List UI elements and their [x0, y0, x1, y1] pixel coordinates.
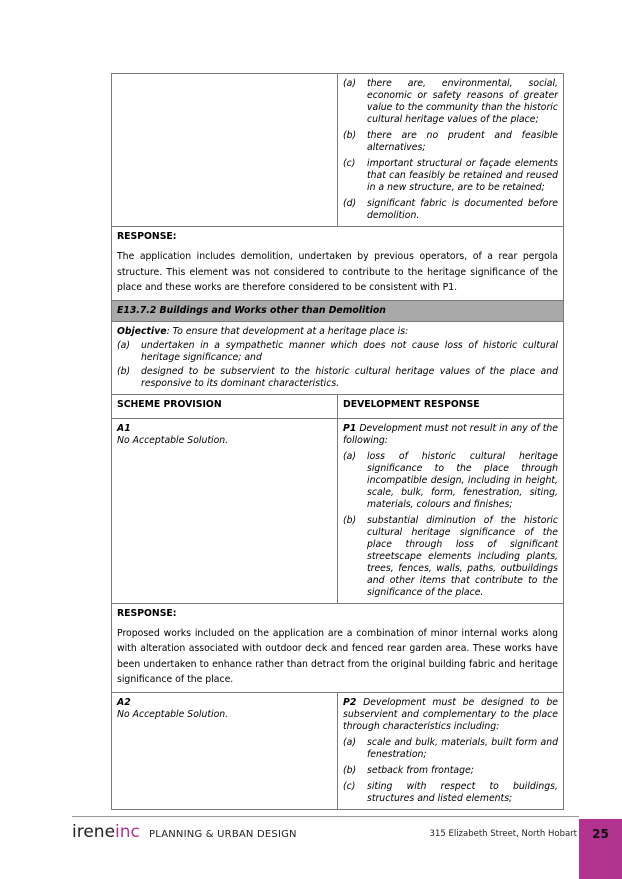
- response-cell: [112, 227, 564, 301]
- acceptable-solution-code: A1: [117, 422, 131, 434]
- list-item: (a) loss of historic cultural heritage significance to the place through incompatible design, including in height, scale, bulk, form, fenestration, siting, materials, colours and finishes;: [343, 450, 558, 510]
- acceptable-solution-code: A2: [117, 696, 131, 708]
- list-item: (d) significant fabric is documented before demolition.: [343, 198, 558, 221]
- response-title: RESPONSE:: [117, 231, 177, 242]
- criteria-text: Development must be designed to be subservient and complementary to the place through characteristics including:: [343, 696, 558, 732]
- acceptable-solution-cell: [112, 418, 338, 603]
- performance-criteria-cell: [338, 74, 564, 227]
- table-row: [112, 692, 564, 809]
- objective-text: : To ensure that development at a heritage place is:: [166, 325, 409, 337]
- list-item: (b) substantial diminution of the historic cultural heritage significance of the place through loss of significant streetscape elements including plants, trees, fences, walls, paths, outbuildings and other items that contribute to the significance of the place.: [343, 514, 558, 598]
- criteria-intro: [343, 697, 558, 733]
- response-cell: [112, 603, 564, 692]
- section-heading-row: [112, 300, 564, 321]
- table-row: [112, 418, 564, 603]
- objective-label: Objective: [117, 325, 167, 337]
- criteria-text: Development must not result in any of the following:: [343, 422, 558, 446]
- acceptable-solution-text: No Acceptable Solution.: [117, 434, 229, 446]
- column-header-row: [112, 394, 564, 418]
- acceptable-solution-cell: [112, 692, 338, 809]
- list-item: (a) scale and bulk, materials, built form and fenestration;: [343, 736, 558, 760]
- heritage-provisions-table: [111, 73, 564, 810]
- performance-criteria-cell: [338, 692, 564, 809]
- logo-wordmark-accent: inc: [115, 822, 140, 842]
- logo-wordmark: irene: [72, 822, 116, 842]
- scheme-provision-header: SCHEME PROVISION: [112, 394, 338, 418]
- list-item: (c) important structural or façade elements that can feasibly be retained and reused in a new structure, are to be retained;: [343, 158, 558, 193]
- objective-cell: [112, 321, 564, 394]
- development-response-header: DEVELOPMENT RESPONSE: [338, 394, 564, 418]
- empty-cell: [112, 74, 338, 227]
- list-item: (b) there are no prudent and feasible alternatives;: [343, 130, 558, 153]
- footer-address: 315 Elizabeth Street, North Hobart: [429, 829, 577, 839]
- table-row: [112, 321, 564, 394]
- list-item: (c) siting with respect to buildings, structures and listed elements;: [343, 780, 558, 804]
- response-body: The application includes demolition, undertaken by previous operators, of a rear pergola structure. This element was not considered to contribute to the heritage significance of the place and these works are therefore considered to be consistent with P1.: [117, 251, 558, 293]
- acceptable-solution-text: No Acceptable Solution.: [117, 708, 229, 720]
- list-item: (b) designed to be subservient to the historic cultural heritage values of the place and responsive to its dominant characteristics.: [117, 365, 558, 389]
- list-item: (a) undertaken in a sympathetic manner which does not cause loss of historic cultural heritage significance; and: [117, 339, 558, 363]
- criteria-code: P2: [343, 696, 357, 708]
- table-row: [112, 74, 564, 227]
- table-row: [112, 227, 564, 301]
- table-row: [112, 603, 564, 692]
- objective-line: [117, 326, 558, 338]
- response-body: Proposed works included on the application are a combination of minor internal works along with alteration associated with outdoor deck and fenced rear garden area. These works have been undertaken to enhance rather than detract from the original building fabric and heritage significance of the place.: [117, 627, 558, 685]
- performance-criteria-cell: [338, 418, 564, 603]
- section-heading: E13.7.2 Buildings and Works other than Demolition: [112, 300, 564, 321]
- logo-tagline: PLANNING & URBAN DESIGN: [148, 829, 297, 840]
- criteria-code: P1: [343, 422, 357, 434]
- company-logo: [72, 822, 297, 842]
- footer-divider: [72, 816, 579, 817]
- criteria-intro: [343, 423, 558, 447]
- page-number: 25: [579, 819, 622, 879]
- list-item: (a) there are, environmental, social, economic or safety reasons of greater value to the community than the historic cultural heritage values of the place;: [343, 78, 558, 125]
- response-title: RESPONSE:: [117, 607, 177, 619]
- list-item: (b) setback from frontage;: [343, 764, 474, 776]
